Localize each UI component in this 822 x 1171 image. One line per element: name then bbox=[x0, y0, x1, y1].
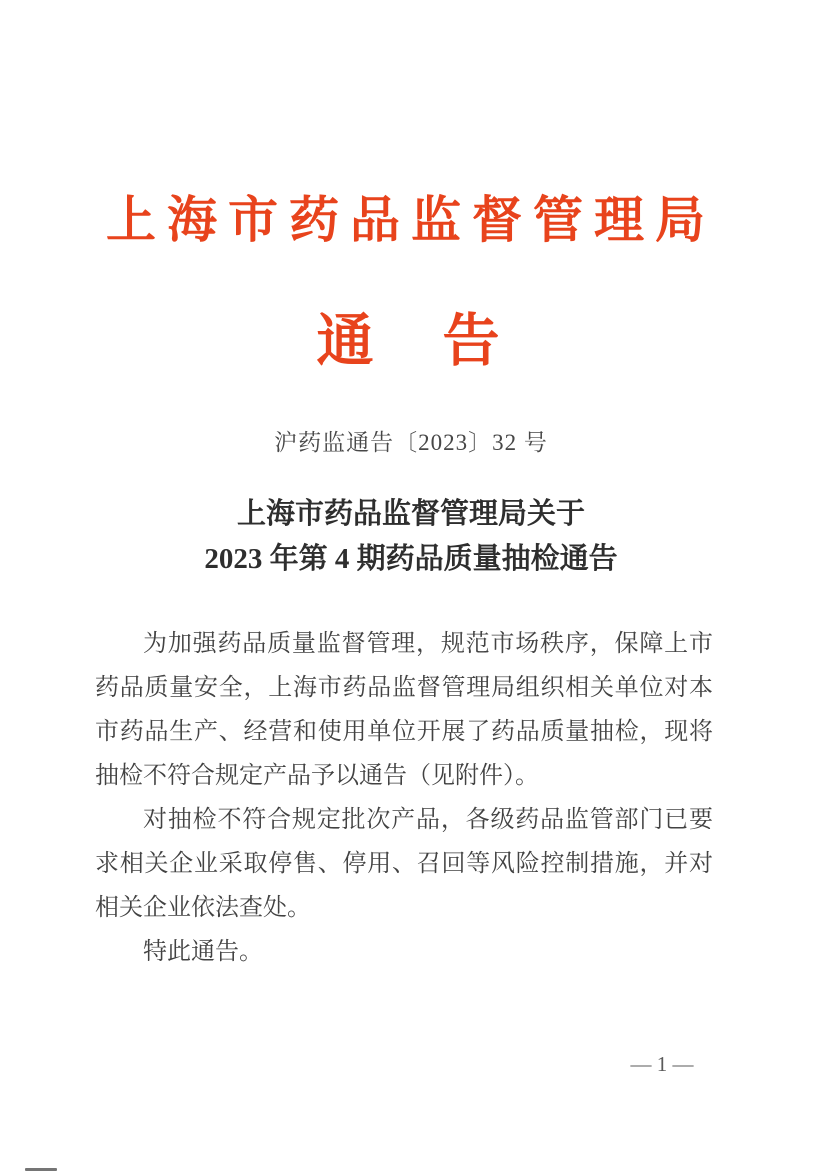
body-paragraph-1: 为加强药品质量监督管理，规范市场秩序，保障上市药品质量安全，上海市药品监督管理局组织相关单位对本市药品生产、经营和使用单位开展了药品质量抽检，现将抽检不符合规定产品予以通告（见附件）。 bbox=[95, 631, 713, 789]
agency-name-heading: 上海市药品监督管理局 bbox=[106, 192, 716, 248]
body-paragraph-2: 对抽检不符合规定批次产品，各级药品监管部门已要求相关企业采取停售、停用、召回等风险控制措施，并对相关企业依法查处。 bbox=[95, 807, 713, 921]
page-number: — 1 — bbox=[630, 1052, 694, 1076]
notice-title-line-1: 上海市药品监督管理局关于 bbox=[236, 498, 585, 530]
body-paragraph-3: 特此通告。 bbox=[143, 939, 263, 965]
notice-type-heading: 通 告 bbox=[316, 310, 506, 373]
notice-body bbox=[95, 622, 713, 974]
document-number: 沪药监通告〔2023〕32 号 bbox=[274, 430, 548, 455]
notice-title-line-2: 2023 年第 4 期药品质量抽检通告 bbox=[204, 543, 618, 575]
notice-title bbox=[0, 492, 822, 582]
